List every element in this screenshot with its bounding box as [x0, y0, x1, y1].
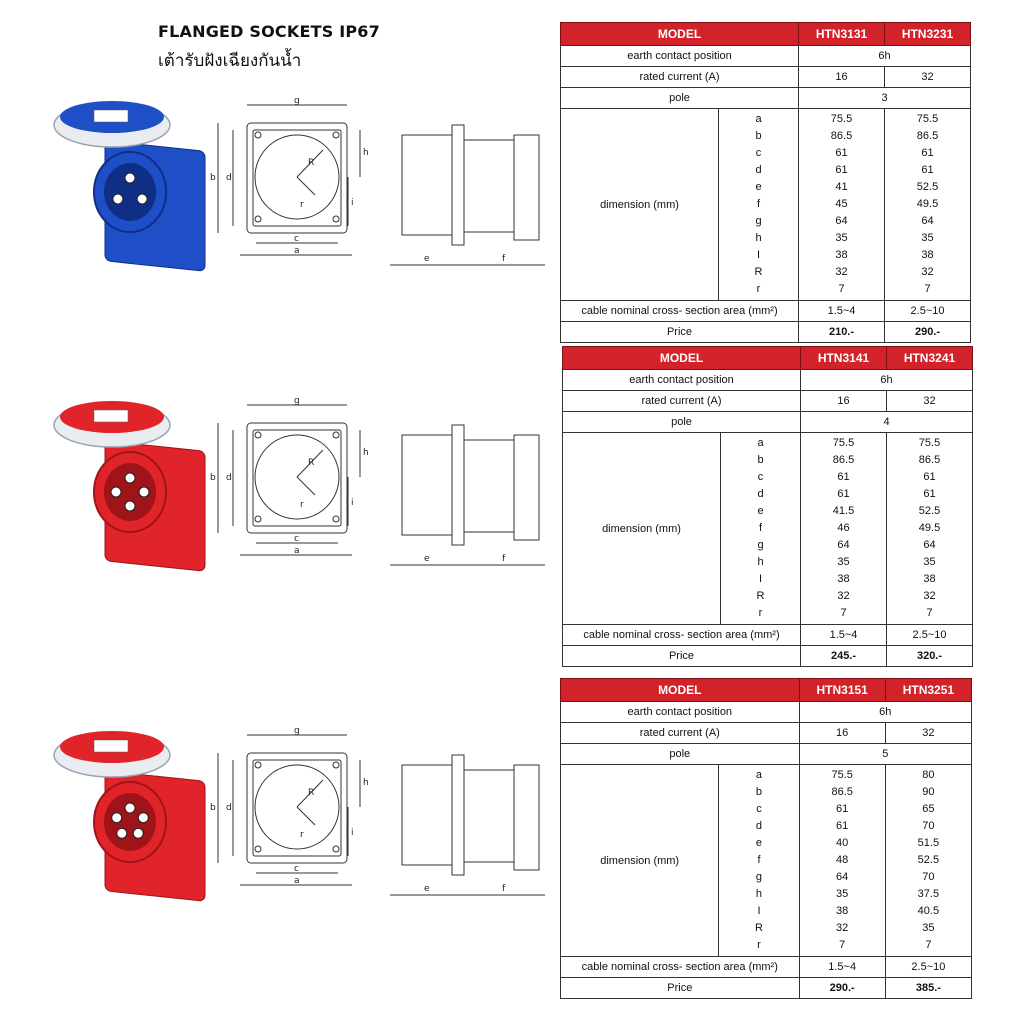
earth-contact-label: earth contact position — [561, 702, 800, 723]
product-group-3 — [50, 725, 550, 915]
price-value: 245.- — [801, 646, 887, 667]
model-name: HTN3251 — [885, 679, 971, 702]
earth-contact-value: 6h — [801, 370, 973, 391]
cable-row — [561, 957, 972, 978]
dimension-value: 32 — [836, 922, 849, 934]
dimension-letter: b — [210, 473, 216, 483]
dimension-value: 38 — [837, 573, 850, 585]
dimension-value: 32 — [921, 266, 934, 278]
dimension-letter: a — [294, 546, 300, 556]
earth-contact-row — [561, 46, 971, 67]
dimension-values-col-1 — [799, 109, 885, 301]
cable-value: 2.5~10 — [885, 957, 971, 978]
cable-row — [561, 301, 971, 322]
dimension-letter: g — [294, 726, 300, 736]
dimension-keys — [719, 765, 799, 957]
page-title: FLANGED SOCKETS IP67 — [158, 22, 380, 41]
rated-current-label: rated current (A) — [561, 723, 800, 744]
dimension-value: 32 — [837, 590, 850, 602]
dimension-value: 75.5 — [830, 113, 853, 125]
dimension-value: b — [755, 786, 763, 798]
dimension-letter: i — [351, 828, 354, 838]
side-view-drawing — [390, 755, 545, 895]
cable-row — [563, 625, 973, 646]
price-value: 210.- — [799, 322, 885, 343]
spec-table-3 — [560, 678, 972, 999]
price-label: Price — [563, 646, 801, 667]
dimension-value: 86.5 — [831, 786, 853, 798]
dimension-value: g — [755, 871, 763, 883]
dimension-value: 70 — [922, 820, 935, 832]
pole-label: pole — [561, 88, 799, 109]
dimension-value: 61 — [836, 820, 849, 832]
dimension-value: 49.5 — [918, 522, 941, 534]
spec-table-2 — [562, 346, 973, 667]
dimension-letter: i — [351, 498, 354, 508]
price-label: Price — [561, 322, 799, 343]
cable-value: 1.5~4 — [799, 301, 885, 322]
dimension-letter: r — [300, 830, 304, 840]
dimension-value: 61 — [837, 471, 850, 483]
dimension-value: 61 — [837, 488, 850, 500]
dimension-value: h — [757, 556, 764, 568]
dimension-value: 35 — [922, 922, 935, 934]
dimension-letter: R — [308, 458, 315, 468]
price-row — [561, 978, 972, 999]
dimension-keys — [719, 109, 799, 301]
dimension-value: R — [754, 266, 763, 278]
dimension-value: 46 — [837, 522, 850, 534]
cable-value: 1.5~4 — [799, 957, 885, 978]
dimension-letter: c — [294, 234, 299, 244]
pole-row — [563, 412, 973, 433]
dimension-value: d — [755, 820, 763, 832]
dimension-values-col-1 — [801, 433, 887, 625]
dimension-value: 45 — [835, 198, 848, 210]
dimension-values-col-2 — [887, 433, 973, 625]
dimension-values-col-2 — [885, 765, 971, 957]
pole-label: pole — [563, 412, 801, 433]
dimension-row — [563, 433, 973, 625]
dimension-letter: d — [226, 473, 232, 483]
dimension-letter: R — [308, 158, 315, 168]
dimension-value: 86.5 — [830, 130, 853, 142]
dimension-value: 61 — [835, 147, 848, 159]
dimension-letter: R — [308, 788, 315, 798]
dimension-label: dimension (mm) — [561, 109, 719, 301]
dimension-value: R — [756, 590, 765, 602]
dimension-letter: h — [363, 148, 369, 158]
product-group-1 — [50, 95, 550, 285]
rated-current-row — [563, 391, 973, 412]
dimension-letter: h — [363, 778, 369, 788]
dimension-row — [561, 109, 971, 301]
dimension-letter: f — [502, 254, 506, 264]
dimension-value: 7 — [925, 939, 932, 951]
dimension-value: 38 — [835, 249, 848, 261]
dimension-value: 86.5 — [918, 454, 941, 466]
socket-illustration — [54, 101, 205, 271]
price-row — [561, 322, 971, 343]
rated-current-row — [561, 67, 971, 88]
dimension-value: a — [757, 437, 764, 449]
dimension-value: 40.5 — [917, 905, 940, 917]
dimension-value: 65 — [922, 803, 935, 815]
price-value: 320.- — [887, 646, 973, 667]
price-value: 290.- — [885, 322, 971, 343]
model-header: MODEL — [561, 23, 799, 46]
rated-current-value: 32 — [885, 67, 971, 88]
dimension-value: I — [756, 249, 761, 261]
model-header: MODEL — [563, 347, 801, 370]
table-header-row — [561, 23, 971, 46]
dimension-values-col-1 — [799, 765, 885, 957]
dimension-value: 7 — [840, 607, 847, 619]
dimension-value: 64 — [923, 539, 936, 551]
dimension-letter: g — [294, 96, 300, 106]
dimension-letter: i — [351, 198, 354, 208]
price-value: 290.- — [799, 978, 885, 999]
model-name: HTN3141 — [801, 347, 887, 370]
dimension-values-col-2 — [885, 109, 971, 301]
dimension-value: 35 — [837, 556, 850, 568]
earth-contact-label: earth contact position — [563, 370, 801, 391]
dimension-value: e — [755, 837, 763, 849]
dimension-letter: c — [294, 864, 299, 874]
rated-current-label: rated current (A) — [561, 67, 799, 88]
dimension-value: 61 — [921, 147, 934, 159]
dimension-value: f — [756, 198, 761, 210]
dimension-value: 61 — [923, 488, 936, 500]
rated-current-label: rated current (A) — [563, 391, 801, 412]
spec-table-1 — [560, 22, 971, 343]
dimension-value: 35 — [923, 556, 936, 568]
earth-contact-row — [563, 370, 973, 391]
dimension-letter: a — [294, 246, 300, 256]
cable-label: cable nominal cross- section area (mm²) — [561, 301, 799, 322]
dimension-value: r — [758, 607, 763, 619]
dimension-letter: r — [300, 500, 304, 510]
dimension-value: 64 — [835, 215, 848, 227]
dimension-value: 35 — [836, 888, 849, 900]
earth-contact-row — [561, 702, 972, 723]
dimension-value: 75.5 — [916, 113, 939, 125]
dimension-value: a — [755, 769, 763, 781]
dimension-value: c — [756, 803, 762, 815]
front-view-drawing — [218, 105, 360, 255]
pole-value: 3 — [799, 88, 971, 109]
dimension-value: d — [755, 164, 762, 176]
dimension-letter: g — [294, 396, 300, 406]
dimension-letter: b — [210, 173, 216, 183]
side-view-drawing — [390, 425, 545, 565]
dimension-value: 52.5 — [918, 505, 941, 517]
price-label: Price — [561, 978, 800, 999]
pole-row — [561, 88, 971, 109]
front-view-drawing — [218, 735, 360, 885]
dimension-value: 61 — [923, 471, 936, 483]
dimension-value: a — [755, 113, 762, 125]
dimension-value: 7 — [838, 283, 845, 295]
dimension-value: r — [756, 283, 761, 295]
dimension-value: 86.5 — [916, 130, 939, 142]
earth-contact-value: 6h — [799, 702, 971, 723]
earth-contact-label: earth contact position — [561, 46, 799, 67]
dimension-value: I — [758, 573, 763, 585]
model-header: MODEL — [561, 679, 800, 702]
dimension-value: 38 — [923, 573, 936, 585]
table-header-row — [563, 347, 973, 370]
cable-value: 2.5~10 — [885, 301, 971, 322]
side-view-drawing — [390, 125, 545, 265]
dimension-value: 35 — [835, 232, 848, 244]
model-name: HTN3131 — [799, 23, 885, 46]
dimension-label: dimension (mm) — [563, 433, 721, 625]
dimension-value: 70 — [922, 871, 935, 883]
pole-value: 4 — [801, 412, 973, 433]
dimension-value: 75.5 — [831, 769, 853, 781]
dimension-letter: b — [210, 803, 216, 813]
cable-label: cable nominal cross- section area (mm²) — [563, 625, 801, 646]
dimension-value: 52.5 — [917, 854, 940, 866]
dimension-value: 90 — [922, 786, 935, 798]
dimension-value: 38 — [921, 249, 934, 261]
dimension-letter: f — [502, 884, 506, 894]
dimension-value: f — [758, 522, 763, 534]
dimension-value: r — [757, 939, 761, 951]
dimension-value: I — [757, 905, 761, 917]
dimension-row — [561, 765, 972, 957]
dimension-value: 86.5 — [832, 454, 855, 466]
front-view-drawing — [218, 405, 360, 555]
dimension-value: g — [755, 215, 762, 227]
rated-current-value: 16 — [799, 723, 885, 744]
pole-label: pole — [561, 744, 800, 765]
dimension-value: h — [755, 232, 762, 244]
dimension-letter: e — [424, 254, 430, 264]
dimension-value: g — [757, 539, 764, 551]
dimension-value: 37.5 — [917, 888, 940, 900]
dimension-value: 52.5 — [916, 181, 939, 193]
table-header-row — [561, 679, 972, 702]
dimension-value: 75.5 — [918, 437, 941, 449]
socket-illustration — [54, 401, 205, 571]
dimension-value: 40 — [836, 837, 849, 849]
dimension-value: 7 — [839, 939, 846, 951]
pole-value: 5 — [799, 744, 971, 765]
dimension-value: 48 — [836, 854, 849, 866]
dimension-letter: a — [294, 876, 300, 886]
model-name: HTN3231 — [885, 23, 971, 46]
dimension-value: 7 — [926, 607, 933, 619]
dimension-letter: c — [294, 534, 299, 544]
dimension-letter: f — [502, 554, 506, 564]
dimension-letter: d — [226, 803, 232, 813]
dimension-value: b — [757, 454, 764, 466]
dimension-letter: h — [363, 448, 369, 458]
dimension-value: 64 — [921, 215, 934, 227]
model-name: HTN3241 — [887, 347, 973, 370]
price-value: 385.- — [885, 978, 971, 999]
dimension-letter: r — [300, 200, 304, 210]
dimension-label: dimension (mm) — [561, 765, 719, 957]
cable-value: 1.5~4 — [801, 625, 887, 646]
rated-current-value: 16 — [801, 391, 887, 412]
page-subtitle: เต้ารับฝังเฉียงกันน้ำ — [158, 51, 302, 71]
rated-current-value: 32 — [885, 723, 971, 744]
dimension-value: 61 — [835, 164, 848, 176]
rated-current-value: 16 — [799, 67, 885, 88]
dimension-value: 35 — [921, 232, 934, 244]
title-block — [158, 22, 380, 74]
dimension-value: 38 — [836, 905, 849, 917]
dimension-letter: d — [226, 173, 232, 183]
pole-row — [561, 744, 972, 765]
dimension-value: e — [755, 181, 762, 193]
dimension-value: 61 — [836, 803, 849, 815]
dimension-value: c — [755, 147, 762, 159]
dimension-value: R — [754, 922, 763, 934]
dimension-value: 32 — [835, 266, 848, 278]
model-name: HTN3151 — [799, 679, 885, 702]
dimension-value: 7 — [924, 283, 931, 295]
dimension-value: 64 — [836, 871, 849, 883]
dimension-value: 51.5 — [917, 837, 940, 849]
cable-value: 2.5~10 — [887, 625, 973, 646]
dimension-value: c — [757, 471, 764, 483]
product-group-2 — [50, 395, 550, 585]
dimension-value: 41.5 — [832, 505, 855, 517]
dimension-value: 64 — [837, 539, 850, 551]
dimension-value: 80 — [922, 769, 935, 781]
dimension-value: b — [755, 130, 762, 142]
dimension-letter: e — [424, 884, 430, 894]
dimension-value: 49.5 — [916, 198, 939, 210]
socket-illustration — [54, 731, 205, 901]
dimension-value: 61 — [921, 164, 934, 176]
dimension-value: 75.5 — [832, 437, 855, 449]
cable-label: cable nominal cross- section area (mm²) — [561, 957, 800, 978]
earth-contact-value: 6h — [799, 46, 971, 67]
dimension-letter: e — [424, 554, 430, 564]
dimension-value: f — [757, 854, 761, 866]
dimension-value: h — [755, 888, 763, 900]
dimension-value: 32 — [923, 590, 936, 602]
dimension-value: e — [757, 505, 764, 517]
price-row — [563, 646, 973, 667]
dimension-value: d — [757, 488, 764, 500]
rated-current-value: 32 — [887, 391, 973, 412]
dimension-value: 41 — [835, 181, 848, 193]
rated-current-row — [561, 723, 972, 744]
dimension-keys — [721, 433, 801, 625]
